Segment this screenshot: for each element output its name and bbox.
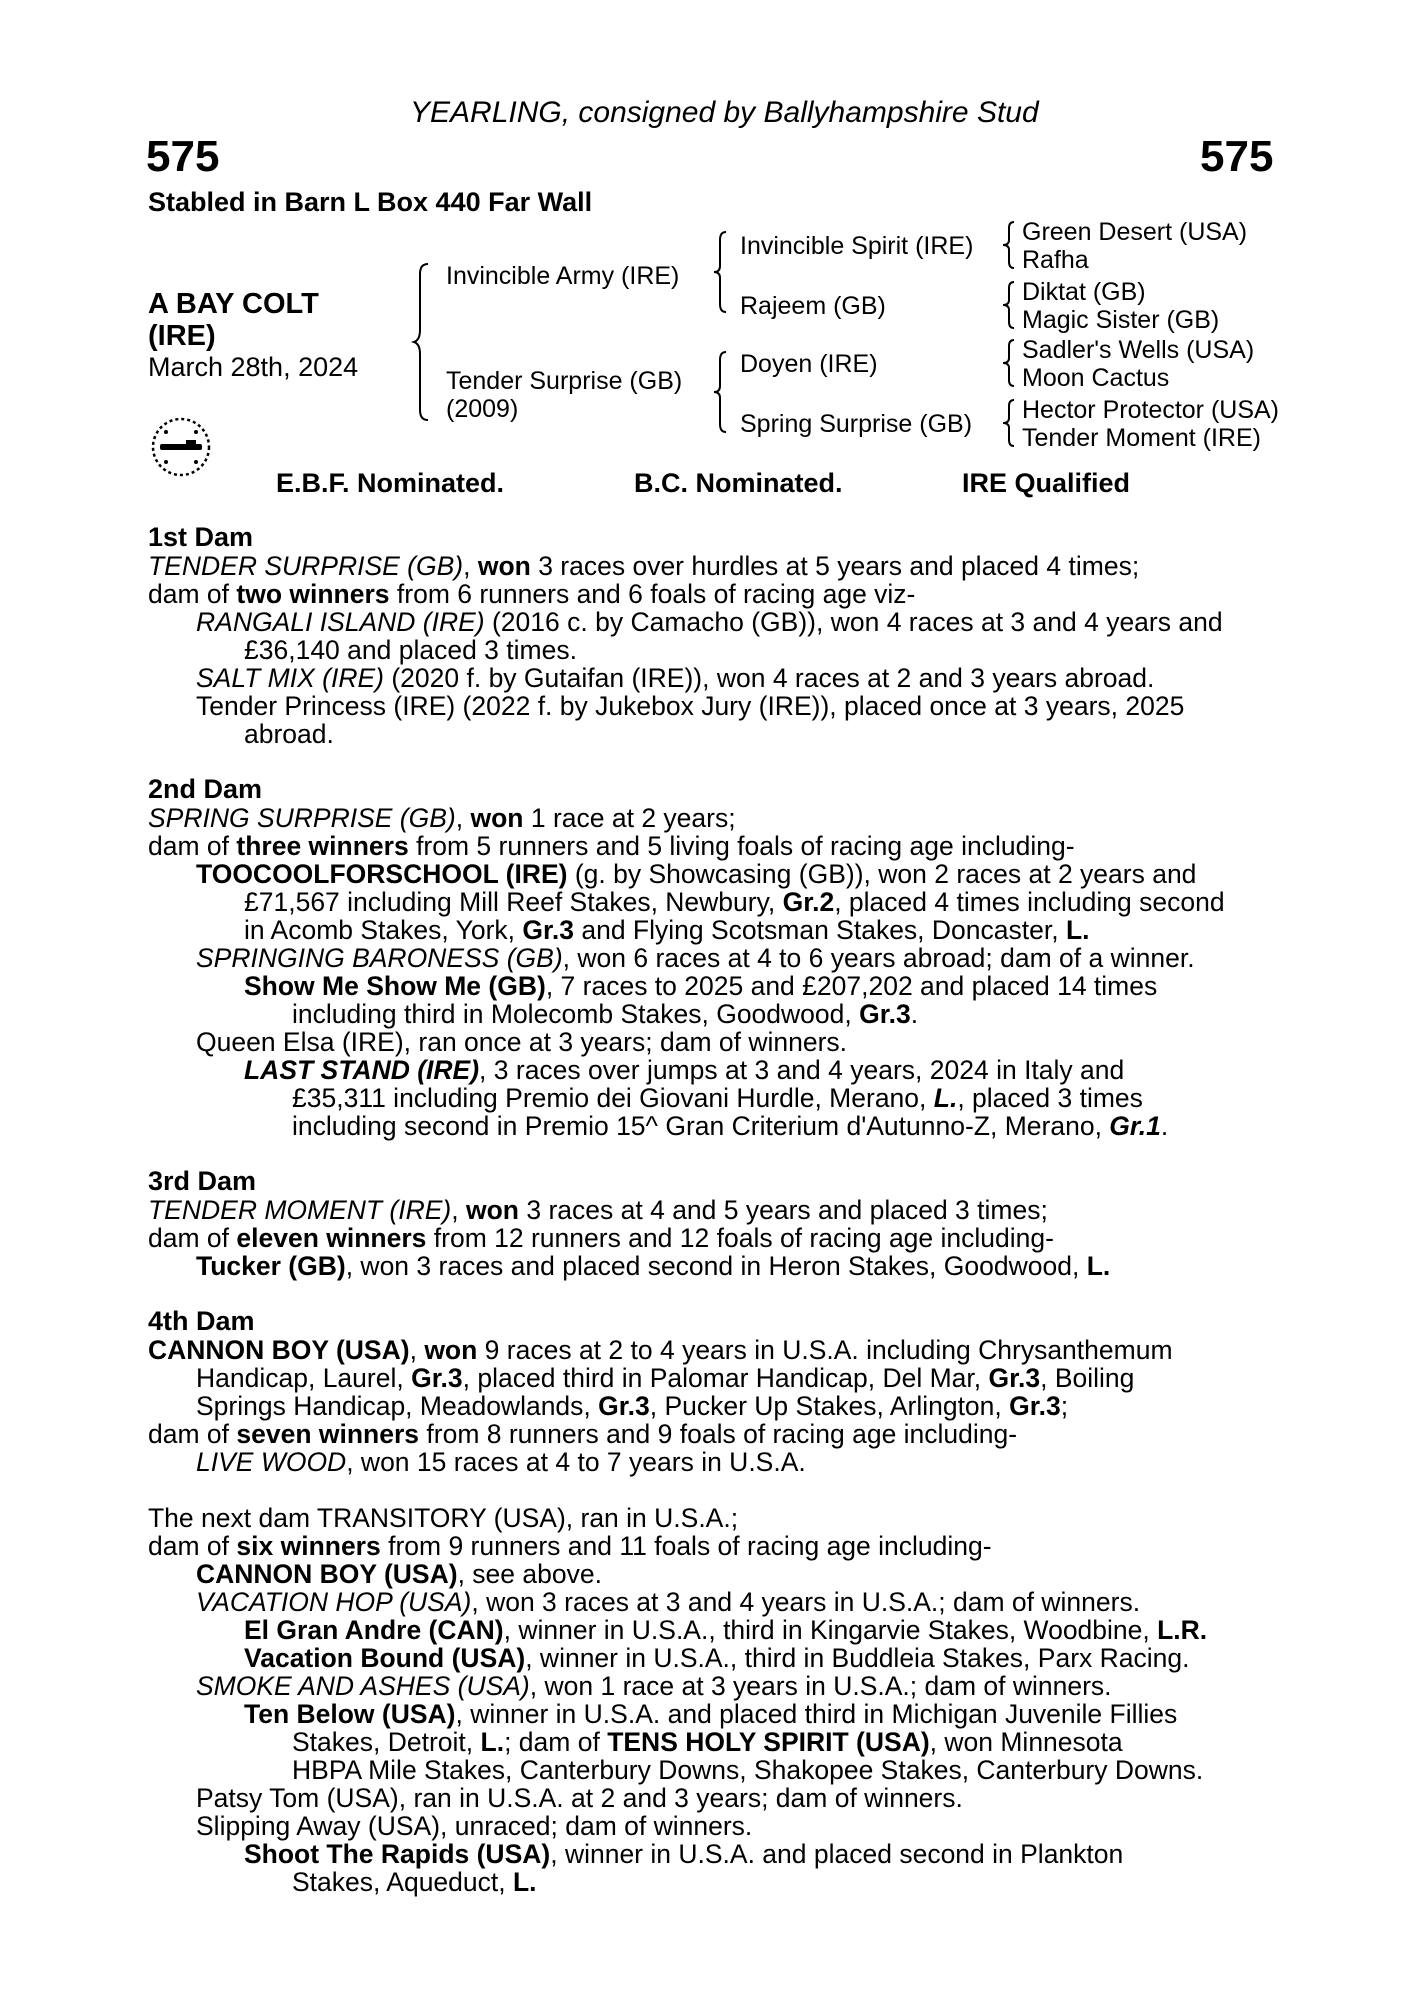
dam-dam-dam: Tender Moment (IRE) xyxy=(1022,424,1261,452)
first-dam-line-7: abroad. xyxy=(244,719,334,749)
next-dam-line-1: The next dam TRANSITORY (USA), ran in U.S.A.; xyxy=(148,1503,739,1533)
first-dam-line-1: TENDER SURPRISE (GB), won 3 races over hurdles at 5 years and placed 4 times; xyxy=(148,551,1140,581)
fourth-dam-heading: 4th Dam xyxy=(148,1306,255,1336)
fourth-dam-line-2: Handicap, Laurel, Gr.3, placed third in Palomar Handicap, Del Mar, Gr.3, Boiling xyxy=(196,1363,1135,1393)
pedigree-bracket-3a xyxy=(1000,218,1020,272)
horse-name: A BAY COLT xyxy=(148,288,319,320)
first-dam-line-4: £36,140 and placed 3 times. xyxy=(244,635,577,665)
second-dam-line-3: TOOCOOLFORSCHOOL (IRE) (g. by Showcasing (GB)), won 2 races at 2 years and xyxy=(196,859,1197,889)
second-dam-heading: 2nd Dam xyxy=(148,774,263,804)
dam-year: (2009) xyxy=(446,395,519,423)
pedigree-bracket-3d xyxy=(1000,396,1020,450)
next-dam-line-5: El Gran Andre (CAN), winner in U.S.A., third in Kingarvie Stakes, Woodbine, L.R. xyxy=(244,1615,1208,1645)
sire-name: Invincible Army (IRE) xyxy=(446,262,680,290)
next-dam-line-11: Patsy Tom (USA), ran in U.S.A. at 2 and 3 years; dam of winners. xyxy=(196,1783,963,1813)
fourth-dam-line-3: Springs Handicap, Meadowlands, Gr.3, Pucker Up Stakes, Arlington, Gr.3; xyxy=(196,1391,1069,1421)
next-dam-line-10: HBPA Mile Stakes, Canterbury Downs, Shakopee Stakes, Canterbury Downs. xyxy=(292,1755,1204,1785)
next-dam-line-8: Ten Below (USA), winner in U.S.A. and placed third in Michigan Juvenile Fillies xyxy=(244,1699,1178,1729)
second-dam-line-2: dam of three winners from 5 runners and 5 living foals of racing age including- xyxy=(148,831,1075,861)
fourth-dam-line-1: CANNON BOY (USA), won 9 races at 2 to 4 years in U.S.A. including Chrysanthemum xyxy=(148,1335,1173,1365)
next-dam-line-4: VACATION HOP (USA), won 3 races at 3 and 4 years in U.S.A.; dam of winners. xyxy=(196,1587,1141,1617)
next-dam-line-12: Slipping Away (USA), unraced; dam of winners. xyxy=(196,1811,753,1841)
second-dam-line-7: Show Me Show Me (GB), 7 races to 2025 and £207,202 and placed 14 times xyxy=(244,971,1158,1001)
pedigree-bracket-3b xyxy=(1000,278,1020,332)
pedigree-bracket-1 xyxy=(412,262,434,422)
stabling-info: Stabled in Barn L Box 440 Far Wall xyxy=(148,187,593,217)
next-dam-line-9: Stakes, Detroit, L.; dam of TENS HOLY SPIRIT (USA), won Minnesota xyxy=(292,1727,1123,1757)
consignor-seal-icon xyxy=(146,412,216,482)
second-dam-line-12: including second in Premio 15^ Gran Criterium d'Autunno-Z, Merano, Gr.1. xyxy=(292,1111,1169,1141)
next-dam-line-14: Stakes, Aqueduct, L. xyxy=(292,1867,537,1897)
next-dam-line-13: Shoot The Rapids (USA), winner in U.S.A. and placed second in Plankton xyxy=(244,1839,1124,1869)
sire-dam-sire: Diktat (GB) xyxy=(1022,278,1146,306)
sire-sire: Invincible Spirit (IRE) xyxy=(740,232,974,260)
fourth-dam-line-4: dam of seven winners from 8 runners and 9 foals of racing age including- xyxy=(148,1419,1018,1449)
second-dam-line-11: £35,311 including Premio dei Giovani Hurdle, Merano, L., placed 3 times xyxy=(292,1083,1143,1113)
dam-name: Tender Surprise (GB) xyxy=(446,367,683,395)
dam-dam: Spring Surprise (GB) xyxy=(740,410,973,438)
sire-sire-sire: Green Desert (USA) xyxy=(1022,218,1248,246)
second-dam-line-6: SPRINGING BARONESS (GB), won 6 races at 4 to 6 years abroad; dam of a winner. xyxy=(196,943,1195,973)
pedigree-bracket-2a xyxy=(712,230,732,314)
second-dam-line-8: including third in Molecomb Stakes, Goodwood, Gr.3. xyxy=(292,999,919,1029)
second-dam-line-4: £71,567 including Mill Reef Stakes, Newbury, Gr.2, placed 4 times including second xyxy=(244,887,1225,917)
third-dam-line-3: Tucker (GB), won 3 races and placed second in Heron Stakes, Goodwood, L. xyxy=(196,1251,1111,1281)
next-dam-line-2: dam of six winners from 9 runners and 11 foals of racing age including- xyxy=(148,1531,992,1561)
next-dam-line-7: SMOKE AND ASHES (USA), won 1 race at 3 years in U.S.A.; dam of winners. xyxy=(196,1671,1112,1701)
sale-type-header: YEARLING, consigned by Ballyhampshire Stud xyxy=(410,96,1039,129)
next-dam-line-6: Vacation Bound (USA), winner in U.S.A., third in Buddleia Stakes, Parx Racing. xyxy=(244,1643,1190,1673)
first-dam-heading: 1st Dam xyxy=(148,522,254,552)
third-dam-line-2: dam of eleven winners from 12 runners and 12 foals of racing age including- xyxy=(148,1223,1054,1253)
lot-number-right: 575 xyxy=(1200,132,1274,181)
second-dam-line-9: Queen Elsa (IRE), ran once at 3 years; dam of winners. xyxy=(196,1027,848,1057)
sire-dam: Rajeem (GB) xyxy=(740,292,886,320)
dam-sire-dam: Moon Cactus xyxy=(1022,364,1170,392)
dam-sire: Doyen (IRE) xyxy=(740,350,878,378)
sire-dam-dam: Magic Sister (GB) xyxy=(1022,306,1220,334)
third-dam-line-1: TENDER MOMENT (IRE), won 3 races at 4 and 5 years and placed 3 times; xyxy=(148,1195,1048,1225)
pedigree-bracket-2b xyxy=(712,350,732,434)
first-dam-line-6: Tender Princess (IRE) (2022 f. by Jukebox Jury (IRE)), placed once at 3 years, 2025 xyxy=(196,691,1185,721)
first-dam-line-5: SALT MIX (IRE) (2020 f. by Gutaifan (IRE)), won 4 races at 2 and 3 years abroad. xyxy=(196,663,1155,693)
dam-sire-sire: Sadler's Wells (USA) xyxy=(1022,336,1255,364)
foaling-date: March 28th, 2024 xyxy=(148,352,359,382)
third-dam-heading: 3rd Dam xyxy=(148,1166,257,1196)
ebf-nomination: E.B.F. Nominated. xyxy=(276,468,505,498)
second-dam-line-10: LAST STAND (IRE), 3 races over jumps at 3 and 4 years, 2024 in Italy and xyxy=(244,1055,1125,1085)
ire-qualified: IRE Qualified xyxy=(962,468,1131,498)
sire-sire-dam: Rafha xyxy=(1022,246,1089,274)
second-dam-line-5: in Acomb Stakes, York, Gr.3 and Flying Scotsman Stakes, Doncaster, L. xyxy=(244,915,1090,945)
dam-dam-sire: Hector Protector (USA) xyxy=(1022,396,1280,424)
bc-nomination: B.C. Nominated. xyxy=(634,468,843,498)
first-dam-line-2: dam of two winners from 6 runners and 6 foals of racing age viz- xyxy=(148,579,916,609)
second-dam-line-1: SPRING SURPRISE (GB), won 1 race at 2 years; xyxy=(148,803,736,833)
fourth-dam-line-5: LIVE WOOD, won 15 races at 4 to 7 years in U.S.A. xyxy=(196,1447,806,1477)
first-dam-line-3: RANGALI ISLAND (IRE) (2016 c. by Camacho (GB)), won 4 races at 3 and 4 years and xyxy=(196,607,1223,637)
pedigree-bracket-3c xyxy=(1000,336,1020,390)
horse-origin: (IRE) xyxy=(148,320,216,352)
lot-number-left: 575 xyxy=(146,132,220,181)
next-dam-line-3: CANNON BOY (USA), see above. xyxy=(196,1559,602,1589)
